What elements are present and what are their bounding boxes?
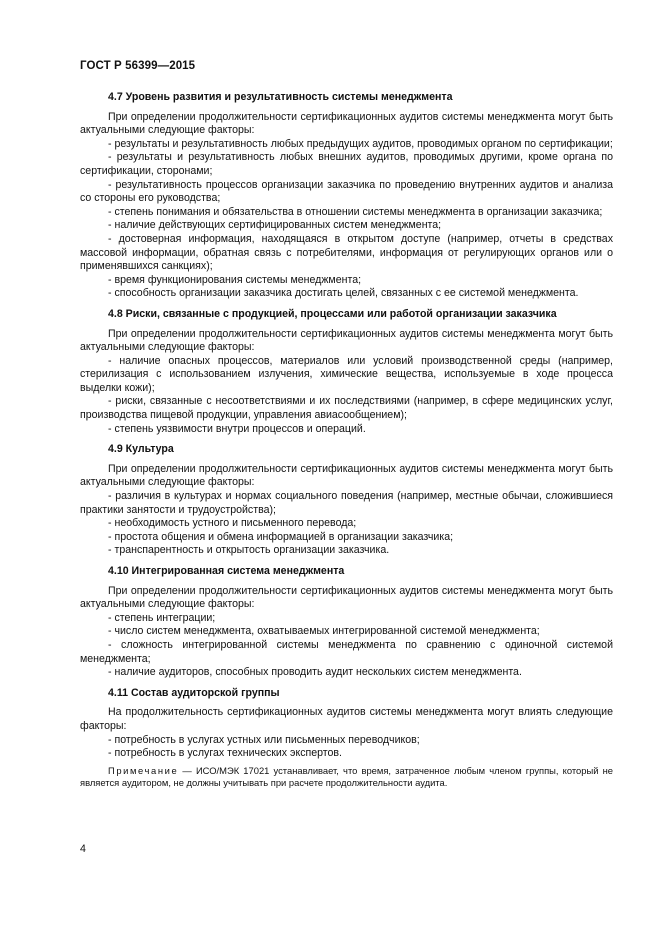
list-item: - время функционирования системы менеджмента;: [108, 273, 362, 286]
section-title: 4.9 Культура: [108, 443, 174, 456]
note-label: Примечание: [108, 764, 179, 776]
spacer: [80, 558, 613, 565]
spacer: [80, 301, 613, 308]
section-intro: На продолжительность сертификационных аудитов системы менеджмента могут влиять следующие факторы:: [80, 706, 613, 732]
list-item: - потребность в услугах устных или письменных переводчиков;: [108, 733, 420, 746]
list-item: - наличие опасных процессов, материалов или условий производственной среды (например, стерилизация с использованием излучения, химические вещества, используемые в ходе процесса выделки кожи);: [80, 354, 613, 394]
section-4-7: [80, 91, 613, 301]
list-item: - результаты и результативность любых предыдущих аудитов, проводимых органом по сертификации;: [108, 137, 613, 150]
section-4-10: [80, 565, 613, 680]
list-item: - необходимость устного и письменного перевода;: [108, 517, 357, 530]
section-title: 4.7 Уровень развития и результативность системы менеджмента: [108, 91, 453, 103]
section-intro: При определении продолжительности сертификационных аудитов системы менеджмента могут быть актуальными следующие факторы:: [80, 462, 613, 489]
section-4-11: [80, 687, 613, 761]
note-text: — ИСО/МЭК 17021 устанавливает, что время, затраченное любым членом группы, который не является аудитором, не должны учитывать при расчете продолжительности аудита.: [80, 764, 613, 789]
list-item: - сложность интегрированной системы менеджмента по сравнению с одиночной системой менеджмента;: [80, 638, 613, 665]
section-4-8: [80, 308, 613, 436]
page-number: 4: [80, 843, 86, 855]
list-item: - наличие аудиторов, способных проводить аудит нескольких систем менеджмента.: [108, 666, 522, 679]
section-title: 4.8 Риски, связанные с продукцией, процессами или работой организации заказчика: [108, 307, 557, 320]
page-body: [80, 91, 613, 790]
section-intro: При определении продолжительности сертификационных аудитов системы менеджмента могут быть актуальными следующие факторы:: [80, 584, 613, 611]
list-item: - результаты и результативность любых внешних аудитов, проводимых другими, кроме органа по сертификации, сторонами;: [80, 151, 613, 177]
list-item: - различия в культурах и нормах социального поведения (например, местные обычаи, сложившиеся практики занятости и трудоустройства);: [80, 490, 613, 516]
list-item: - риски, связанные с несоответствиями и их последствиями (например, в сфере медицинских услуг, производства пищевой продукции, управления авиасообщением);: [80, 395, 613, 422]
spacer: [80, 680, 613, 687]
list-item: - наличие действующих сертифицированных систем менеджмента;: [108, 219, 442, 232]
section-intro: При определении продолжительности сертификационных аудитов системы менеджмента могут быть актуальными следующие факторы:: [80, 327, 613, 354]
list-item: - способность организации заказчика достигать целей, связанных с ее системой менеджмента.: [108, 287, 579, 300]
section-intro: При определении продолжительности сертификационных аудитов системы менеджмента могут быть актуальными следующие факторы:: [80, 110, 613, 137]
list-item: - степень интеграции;: [108, 611, 216, 624]
list-item: - результативность процессов организации заказчика по проведению внутренних аудитов и анализа со стороны его руководства;: [80, 178, 613, 205]
note: [80, 765, 613, 790]
section-title: 4.10 Интегрированная система менеджмента: [108, 565, 345, 577]
list-item: - достоверная информация, находящаяся в открытом доступе (например, отчеты в средствах массовой информации, обратная связь с потребителями, информация от регулирующих органов или о применявшихся санкциях);: [80, 232, 613, 273]
spacer: [80, 436, 613, 443]
list-item: - степень понимания и обязательства в отношении системы менеджмента в организации заказчика;: [108, 205, 603, 218]
list-item: - степень уязвимости внутри процессов и операций.: [108, 422, 366, 435]
section-4-9: [80, 443, 613, 558]
list-item: - простота общения и обмена информацией в организации заказчика;: [108, 530, 454, 543]
list-item: - транспарентность и открытость организации заказчика.: [108, 544, 390, 557]
document-standard-id: ГОСТ Р 56399—2015: [80, 60, 196, 72]
section-title: 4.11 Состав аудиторской группы: [108, 686, 280, 699]
list-item: - число систем менеджмента, охватываемых интегрированной системой менеджмента;: [108, 625, 540, 638]
list-item: - потребность в услугах технических экспертов.: [108, 747, 342, 760]
